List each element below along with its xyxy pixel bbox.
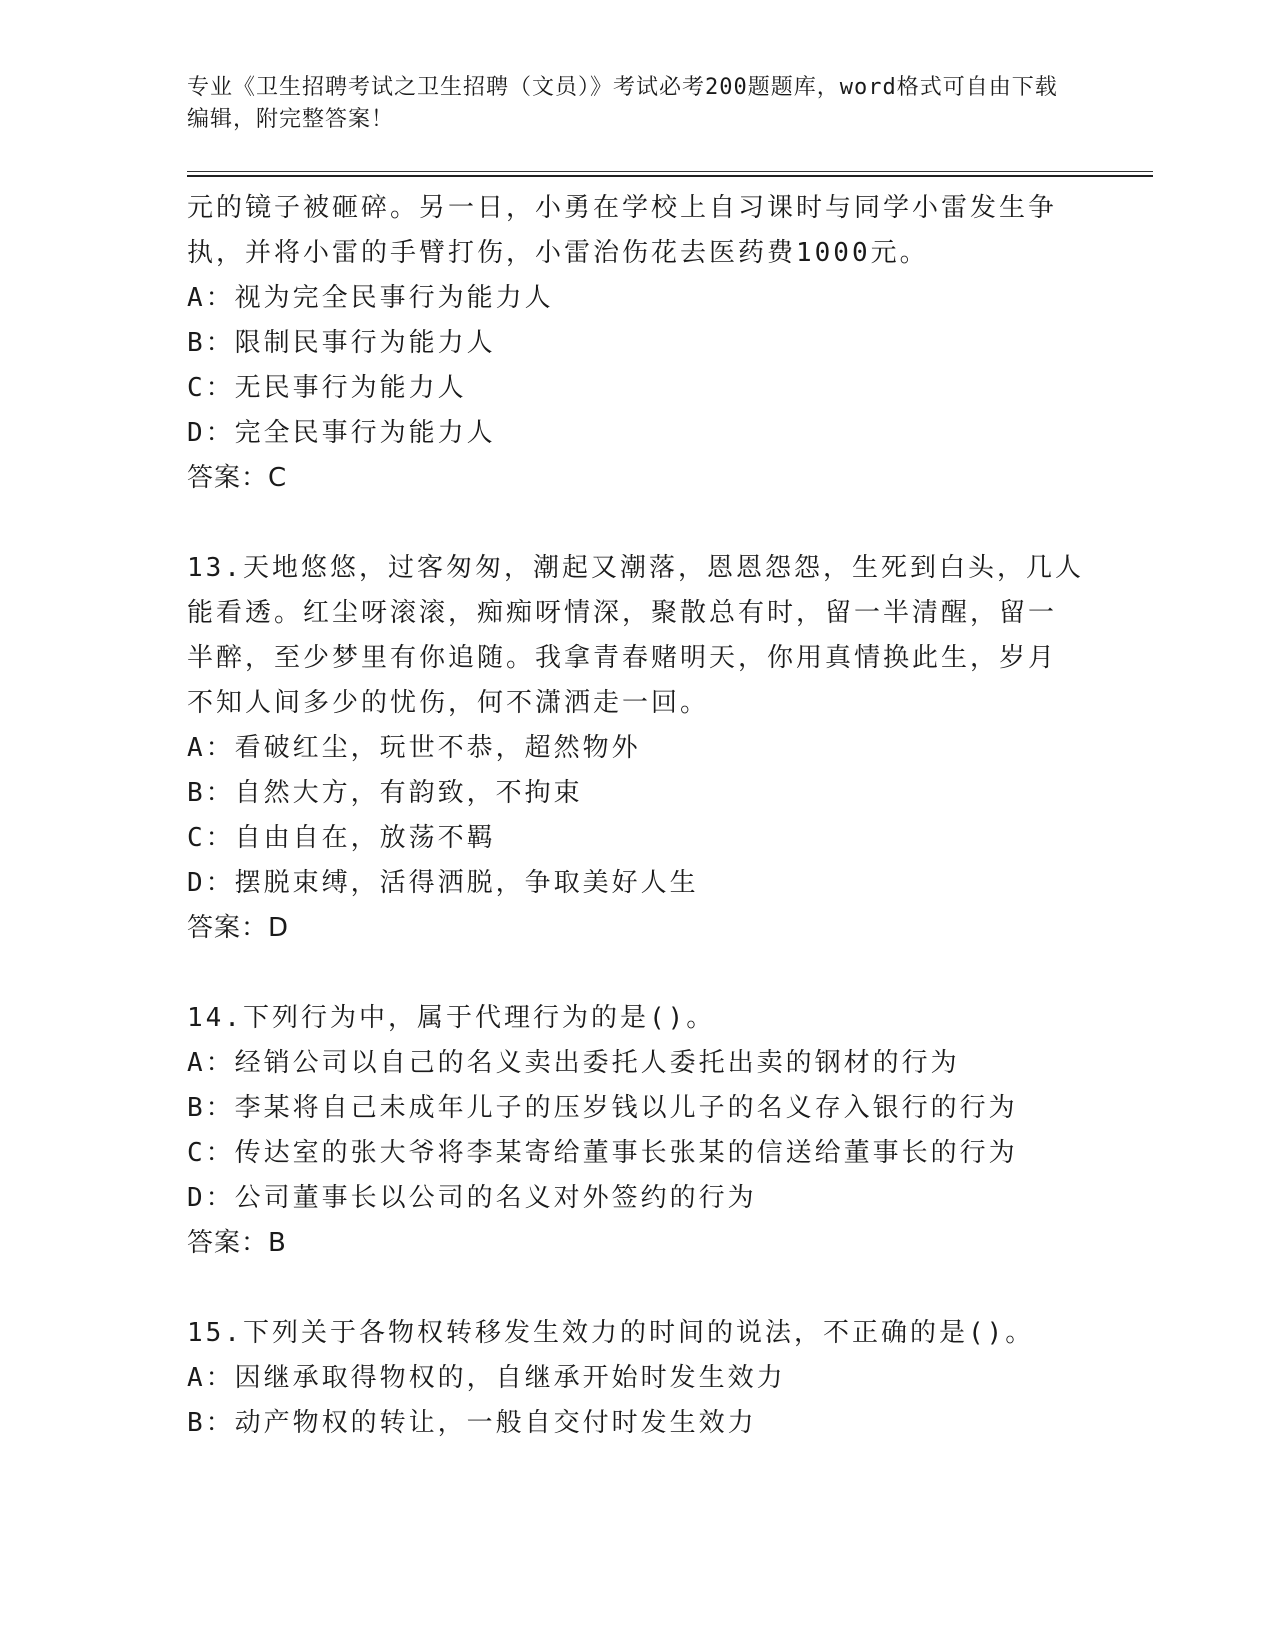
- question-text-line: 13.天地悠悠，过客匆匆，潮起又潮落，恩恩怨怨，生死到白头，几人: [187, 553, 1084, 583]
- question-text-line: 15.下列关于各物权转移发生效力的时间的说法，不正确的是()。: [187, 1318, 1035, 1348]
- option-c: C：无民事行为能力人: [187, 373, 467, 403]
- option-b: B：李某将自己未成年儿子的压岁钱以儿子的名义存入银行的行为: [187, 1093, 1018, 1123]
- option-a: A：因继承取得物权的，自继承开始时发生效力: [187, 1363, 786, 1393]
- spacer: [187, 1266, 1087, 1311]
- option-c: C：传达室的张大爷将李某寄给董事长张某的信送给董事长的行为: [187, 1138, 1018, 1168]
- document-body: [187, 186, 1087, 1446]
- option-d: D：完全民事行为能力人: [187, 418, 496, 448]
- question-15: [187, 1311, 1087, 1446]
- question-text-line: 14.下列行为中，属于代理行为的是()。: [187, 1003, 716, 1033]
- spacer: [187, 951, 1087, 996]
- question-13: [187, 546, 1087, 951]
- header-divider-thick: [187, 175, 1153, 177]
- option-d: D：公司董事长以公司的名义对外签约的行为: [187, 1183, 757, 1213]
- answer-line: 答案：C: [187, 463, 288, 493]
- option-a: A：视为完全民事行为能力人: [187, 283, 554, 313]
- question-text-line: 元的镜子被砸碎。另一日，小勇在学校上自习课时与同学小雷发生争: [187, 193, 1058, 223]
- spacer: [187, 501, 1087, 546]
- option-b: B：限制民事行为能力人: [187, 328, 496, 358]
- option-d: D：摆脱束缚，活得洒脱，争取美好人生: [187, 868, 699, 898]
- answer-line: 答案：D: [187, 913, 290, 943]
- question-text-line: 执，并将小雷的手臂打伤，小雷治伤花去医药费1000元。: [187, 238, 929, 268]
- answer-line: 答案：B: [187, 1228, 287, 1258]
- option-b: B：自然大方，有韵致，不拘束: [187, 778, 583, 808]
- question-text-line: 不知人间多少的忧伤，何不潇洒走一回。: [187, 688, 710, 718]
- question-text-line: 半醉，至少梦里有你追随。我拿青春赌明天，你用真情换此生，岁月: [187, 643, 1058, 673]
- option-a: A：经销公司以自己的名义卖出委托人委托出卖的钢材的行为: [187, 1048, 960, 1078]
- option-a: A：看破红尘，玩世不恭，超然物外: [187, 733, 641, 763]
- option-b: B：动产物权的转让，一般自交付时发生效力: [187, 1408, 757, 1438]
- question-14: [187, 996, 1087, 1266]
- option-c: C：自由自在，放荡不羁: [187, 823, 496, 853]
- question-12-continuation: [187, 186, 1087, 501]
- document-header: 专业《卫生招聘考试之卫生招聘（文员）》考试必考200题题库，word格式可自由下载编辑，附完整答案！: [187, 75, 1058, 132]
- question-text-line: 能看透。红尘呀滚滚，痴痴呀情深，聚散总有时，留一半清醒，留一: [187, 598, 1058, 628]
- header-divider-thin: [187, 171, 1153, 172]
